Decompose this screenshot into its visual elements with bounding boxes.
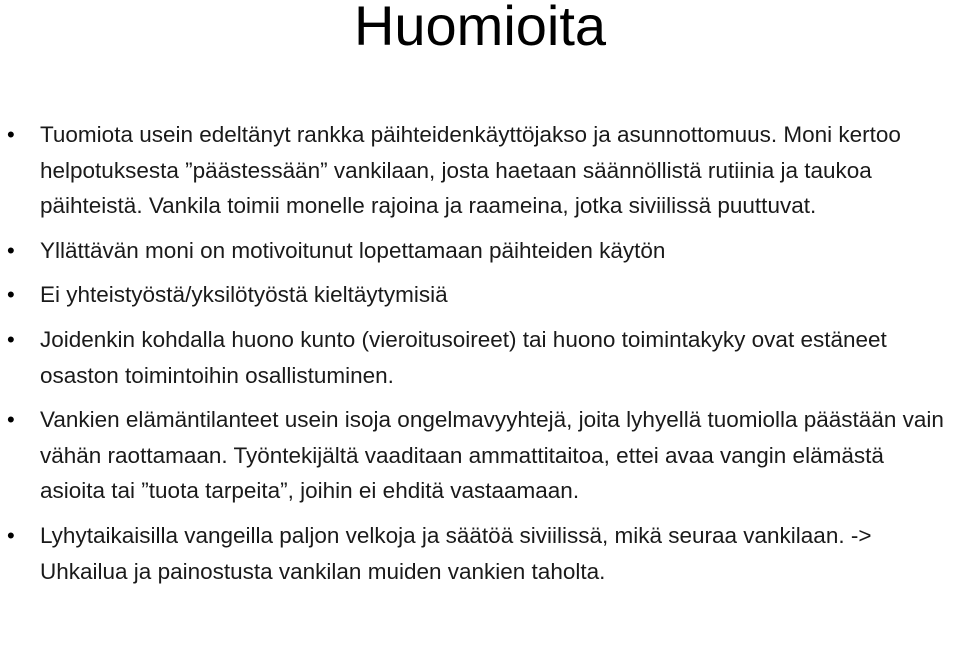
bullet-item	[40, 322, 945, 393]
bullet-text: • Vankien elämäntilanteet usein isoja ongelmavyyhtejä, joita lyhyellä tuomiolla päästään vain vähän raottamaan. Työntekijältä vaaditaan ammattitaitoa, ettei avaa vangin elämästä asioita tai ”tuota tarpeita”, joihin ei ehditä vastaamaan.	[40, 407, 944, 504]
bullet-item	[40, 233, 945, 269]
bullet-item	[40, 277, 945, 313]
bullet-text: • Ei yhteistyöstä/yksilötyöstä kieltäytymisiä	[40, 282, 448, 308]
bullet-text: • Yllättävän moni on motivoitunut lopettamaan päihteiden käytön	[40, 237, 666, 263]
bullet-text: • Tuomiota usein edeltänyt rankka päihteidenkäyttöjakso ja asunnottomuus. Moni kertoo helpotuksesta ”päästessään” vankilaan, josta haetaan säännöllistä rutiinia ja taukoa päihteistä. Vankila toimii monelle rajoina ja raameina, jotka siviilissä puuttuvat.	[40, 122, 901, 219]
bullet-item	[40, 402, 945, 509]
bullet-list	[40, 117, 945, 598]
bullet-item	[40, 518, 945, 589]
slide-title: Huomioita	[353, 0, 607, 57]
bullet-text: • Lyhytaikaisilla vangeilla paljon velkoja ja säätöä siviilissä, mikä seuraa vankilaan. -> Uhkailua ja painostusta vankilan muiden vankien taholta.	[40, 522, 872, 584]
bullet-text: • Joidenkin kohdalla huono kunto (vieroitusoireet) tai huono toimintakyky ovat estäneet osaston toimintoihin osallistuminen.	[40, 326, 887, 388]
bullet-item	[40, 117, 945, 224]
